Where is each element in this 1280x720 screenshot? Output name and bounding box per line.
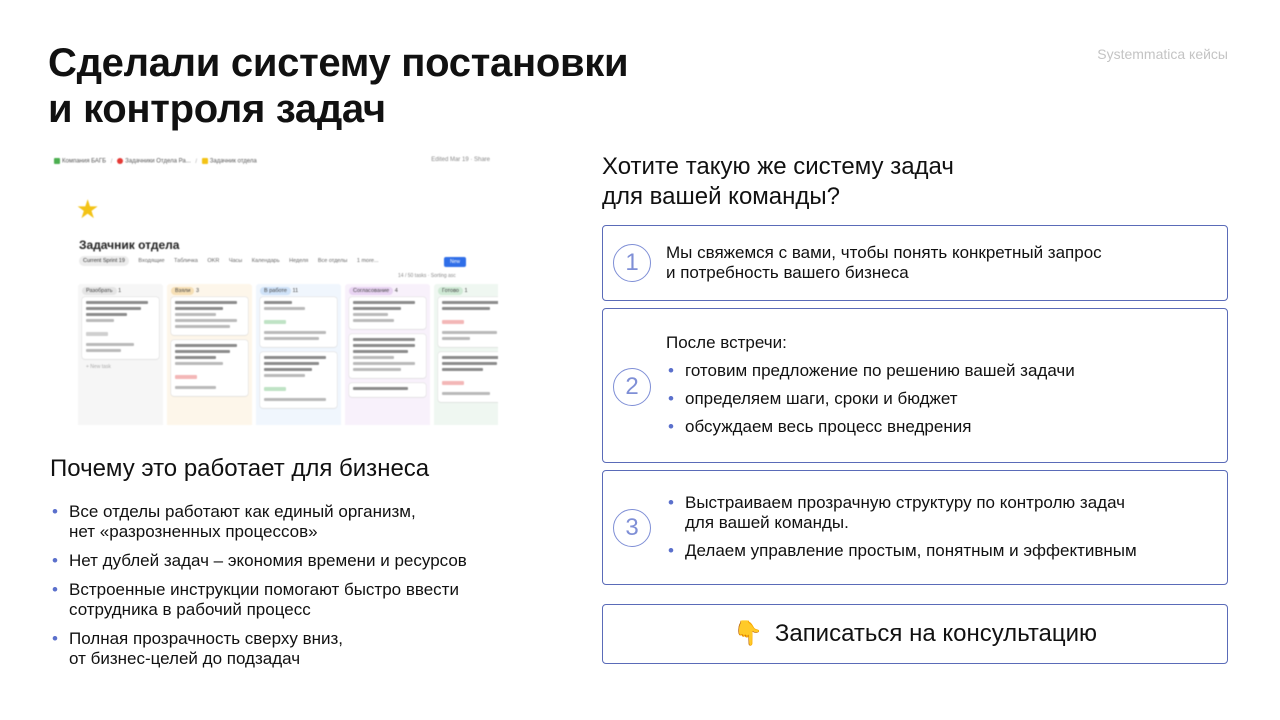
board-subinfo: 14 / 50 tasks · Sorting asc <box>398 273 456 279</box>
task-card <box>260 297 337 347</box>
step-bullet: • определяем шаги, сроки и бюджет <box>666 389 1075 409</box>
board-column <box>434 284 498 425</box>
board-title: Задачник отдела <box>79 238 180 252</box>
cta-title-line-2: для вашей команды? <box>602 183 840 210</box>
view-tab: Current Sprint 19 <box>79 256 129 266</box>
view-tabs <box>79 258 387 264</box>
workspace-icon <box>54 158 60 164</box>
board-column <box>345 284 430 425</box>
step-card-2 <box>602 308 1228 463</box>
step-text-1: Мы свяжемся с вами, чтобы понять конкретный запрос и потребность вашего бизнеса <box>666 243 1102 282</box>
step-bullet: • готовим предложение по решению вашей задачи <box>666 361 1075 381</box>
step-text-3 <box>666 493 1137 561</box>
consultation-button-label: Записаться на консультацию <box>774 620 1098 647</box>
view-tab: 1 more... <box>356 258 379 264</box>
task-board-screenshot <box>48 150 498 425</box>
list-item: • Нет дублей задач – экономия времени и ресурсов <box>50 551 580 571</box>
task-card <box>438 352 498 402</box>
column-header: Согласование 4 <box>349 288 430 294</box>
step-bullet: • Делаем управление простым, понятным и эффективным <box>666 541 1137 561</box>
why-title: Почему это работает для бизнеса <box>50 455 430 482</box>
step-card-1 <box>602 225 1228 301</box>
breadcrumb-separator: / <box>195 158 198 165</box>
page-icon <box>202 158 208 164</box>
column-header: Взяли 3 <box>171 288 252 294</box>
task-card <box>171 340 248 396</box>
breadcrumb-item: Задачники Отдела Ра... <box>125 158 191 165</box>
page-meta: Edited Mar 19 · Share <box>431 157 490 163</box>
consultation-button[interactable] <box>602 604 1228 664</box>
task-card <box>438 297 498 347</box>
step-text-2 <box>666 333 1075 437</box>
folder-icon <box>117 158 123 164</box>
step-number-3: 3 <box>613 509 651 547</box>
task-card <box>349 297 426 329</box>
step-bullet: • Выстраиваем прозрачную структуру по контролю задач для вашей команды. <box>666 493 1137 533</box>
step-number-1: 1 <box>613 244 651 282</box>
column-header: Готово 1 <box>438 288 498 294</box>
view-tab: OKR <box>207 258 220 264</box>
task-card <box>82 297 159 359</box>
column-header: Разобрать 1 <box>82 288 163 294</box>
board-column <box>256 284 341 425</box>
breadcrumb-separator: / <box>110 158 113 165</box>
task-card <box>260 352 337 408</box>
breadcrumb-item: Компания БАГБ <box>62 158 107 165</box>
step-intro: После встречи: <box>666 333 787 352</box>
view-tab: Часы <box>228 258 243 264</box>
cta-title <box>602 152 954 212</box>
page-title-line-2: и контроля задач <box>48 87 386 131</box>
board-column <box>167 284 252 425</box>
view-tab: Табличка <box>174 258 198 264</box>
star-icon: ★ <box>76 194 100 224</box>
brand-label: Systemmatica кейсы <box>1097 46 1228 62</box>
column-header: В работе 11 <box>260 288 341 294</box>
view-tab: Календарь <box>251 258 280 264</box>
new-button: New <box>444 257 466 267</box>
step-bullets <box>666 361 1075 437</box>
board-column <box>78 284 163 425</box>
cta-title-line-1: Хотите такую же систему задач <box>602 153 954 180</box>
list-item: • Все отделы работают как единый организм, нет «разрозненных процессов» <box>50 502 580 542</box>
step-bullets <box>666 493 1137 561</box>
step-bullet: • обсуждаем весь процесс внедрения <box>666 417 1075 437</box>
task-card <box>349 334 426 378</box>
view-tab: Входящие <box>138 258 165 264</box>
view-tab: Все отделы <box>317 258 348 264</box>
task-card <box>171 297 248 335</box>
view-tab: Неделя <box>289 258 309 264</box>
page-title <box>48 40 628 132</box>
breadcrumb <box>54 158 257 165</box>
list-item: • Встроенные инструкции помогают быстро ввести сотрудника в рабочий процесс <box>50 580 580 620</box>
list-item: • Полная прозрачность сверху вниз, от бизнес-целей до подзадач <box>50 629 580 669</box>
breadcrumb-item: Задачник отдела <box>209 158 257 165</box>
step-number-2: 2 <box>613 368 651 406</box>
why-list <box>50 502 580 678</box>
page-title-line-1: Сделали систему постановки <box>48 41 629 85</box>
task-card <box>349 383 426 397</box>
pointing-down-hand-icon: 👇 <box>732 620 763 647</box>
new-task-link: + New task <box>86 364 111 370</box>
step-card-3 <box>602 470 1228 585</box>
